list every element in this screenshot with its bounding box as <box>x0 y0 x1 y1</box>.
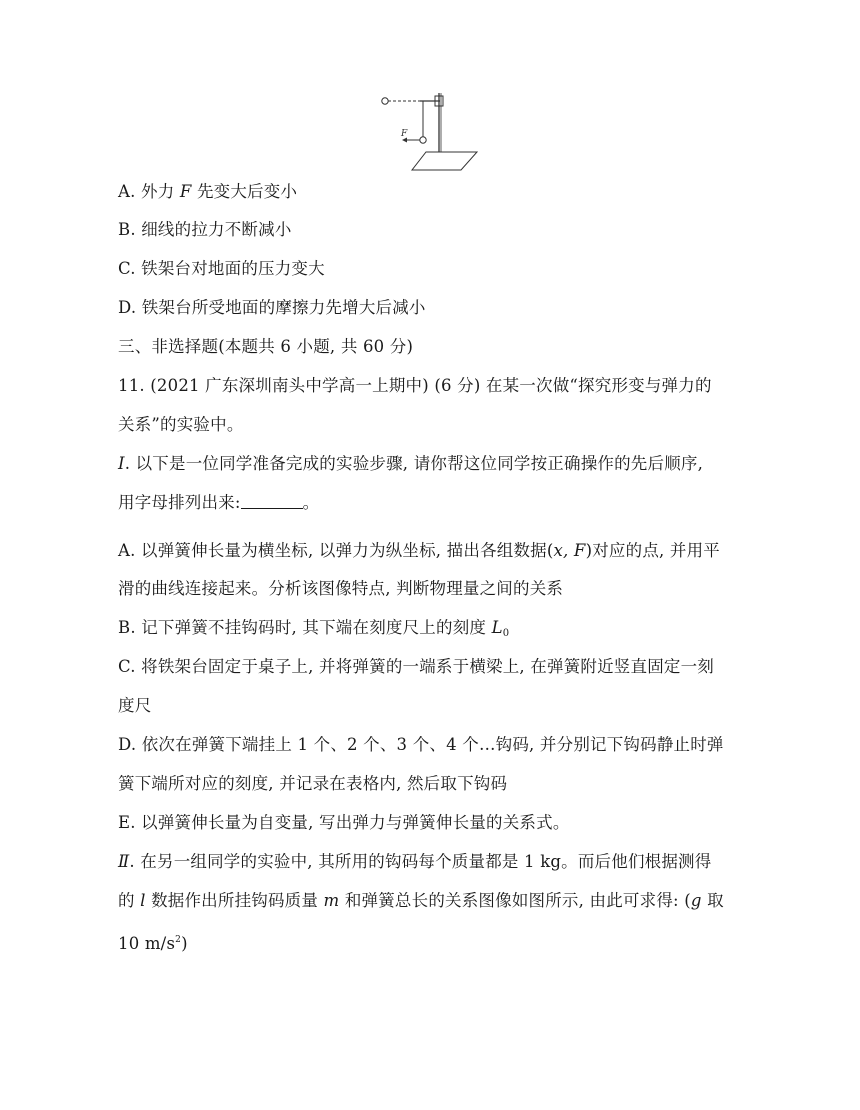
part2-text-d: 取 <box>701 891 724 910</box>
part2-label: Ⅱ <box>118 852 130 871</box>
option-a <box>118 181 297 203</box>
answer-blank[interactable] <box>241 494 303 509</box>
part1-prompt: 用字母排列出来: <box>118 493 241 512</box>
base-plate <box>412 152 477 170</box>
part2-text-c: 和弹簧总长的关系图像如图所示, 由此可求得: ( <box>339 891 691 910</box>
q11-line1: 11. (2021 广东深圳南头中学高一上期中) (6 分) 在某一次做“探究形变与弹力的 <box>118 376 712 395</box>
part2-line1 <box>118 851 711 873</box>
step-b-subscript: 0 <box>502 628 510 639</box>
iron-stand-diagram <box>376 84 488 176</box>
step-c-line2: 度尺 <box>118 696 152 715</box>
option-a-variable: F <box>179 182 192 201</box>
part2-line2 <box>118 890 724 912</box>
option-a-prefix: A. 外力 <box>118 182 180 201</box>
step-a-line1 <box>118 540 720 562</box>
part1-period: 。 <box>302 493 320 512</box>
step-a-text: A. 以弹簧伸长量为横坐标, 以弹力为纵坐标, 描出各组数据( <box>118 541 554 560</box>
part1-label: Ⅰ <box>118 454 125 473</box>
step-c-line1: C. 将铁架台固定于桌子上, 并将弹簧的一端系于横梁上, 在弹簧附近竖直固定一刻 <box>118 657 715 676</box>
part2-text-a: 的 <box>118 891 141 910</box>
part1-text: . 以下是一位同学准备完成的实验步骤, 请你帮这位同学按正确操作的先后顺序, <box>124 454 704 473</box>
part2-line3 <box>118 929 188 955</box>
part1-line1 <box>118 453 703 475</box>
step-b-variable: L <box>491 618 503 637</box>
step-b <box>118 617 509 645</box>
section-heading: 三、非选择题(本题共 6 小题, 共 60 分) <box>118 337 414 356</box>
step-b-text: B. 记下弹簧不挂钩码时, 其下端在刻度尺上的刻度 <box>118 618 492 637</box>
step-a-variables: x, F <box>553 541 586 560</box>
step-a-line2: 滑的曲线连接起来。分析该图像特点, 判断物理量之间的关系 <box>118 579 564 598</box>
ball-initial-position <box>382 98 388 104</box>
step-a-text-cont: )对应的点, 并用平 <box>585 541 721 560</box>
ball <box>420 137 426 143</box>
step-d-line2: 簧下端所对应的刻度, 并记录在表格内, 然后取下钩码 <box>118 774 508 793</box>
q11-line2: 关系”的实验中。 <box>118 415 244 434</box>
closing-paren: ) <box>181 934 188 953</box>
iron-stand-figure <box>376 84 488 176</box>
part2-text: . 在另一组同学的实验中, 其所用的钩码每个质量都是 1 kg。而后他们根据测得 <box>129 852 712 871</box>
gravity-value: 10 m/s <box>118 934 176 953</box>
step-d-line1: D. 依次在弹簧下端挂上 1 个、2 个、3 个、4 个…钩码, 并分别记下钩码静止时弹 <box>118 735 724 754</box>
gravity-exponent: 2 <box>175 935 182 945</box>
option-b: B. 细线的拉力不断减小 <box>118 220 292 239</box>
part1-line2 <box>118 492 319 514</box>
variable-g: g <box>690 891 702 910</box>
option-c: C. 铁架台对地面的压力变大 <box>118 259 325 278</box>
variable-l: l <box>140 891 146 910</box>
variable-m: m <box>323 891 340 910</box>
option-d: D. 铁架台所受地面的摩擦力先增大后减小 <box>118 298 426 317</box>
part2-text-b: 数据作出所挂钩码质量 <box>145 891 324 910</box>
step-e: E. 以弹簧伸长量为自变量, 写出弹力与弹簧伸长量的关系式。 <box>118 813 570 832</box>
option-a-text: 先变大后变小 <box>191 182 298 201</box>
force-label: F <box>401 129 408 139</box>
